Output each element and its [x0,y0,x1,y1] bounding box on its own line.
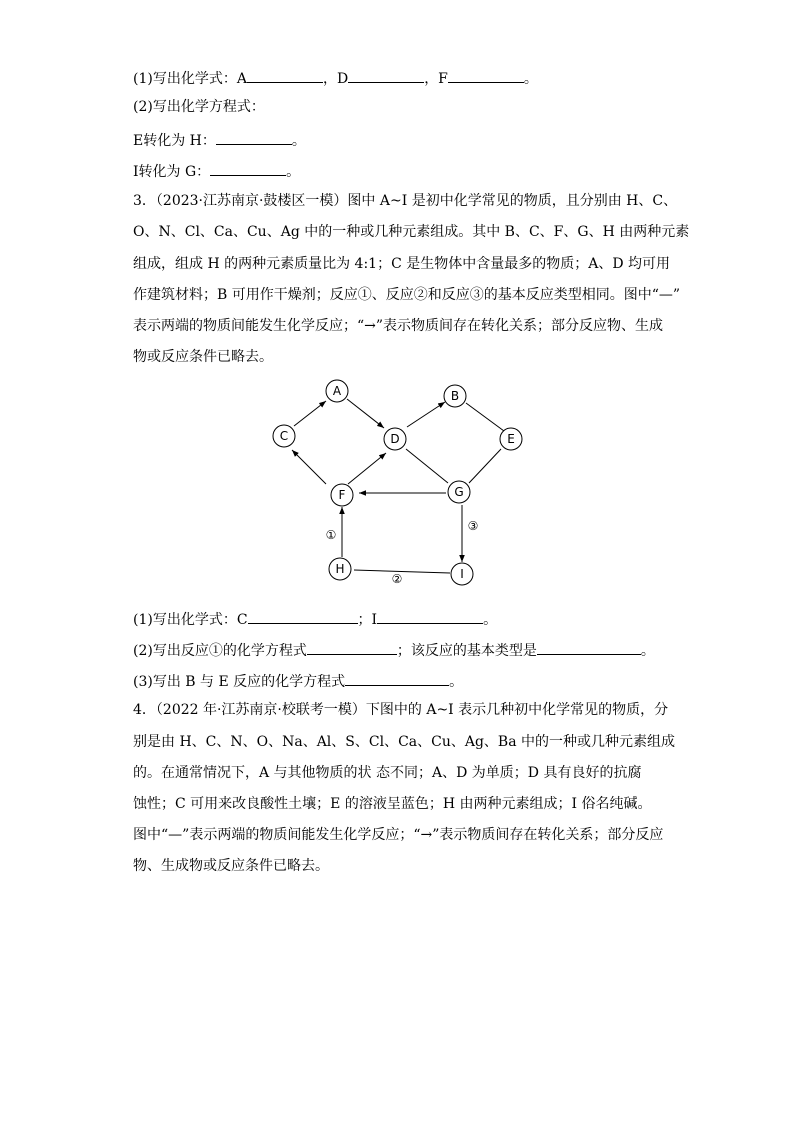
reaction-label-2: ② [391,572,403,586]
reaction-diagram [260,376,530,596]
link-e-g [469,449,501,483]
q4-line-5: 图中“—”表示两端的物质间能发生化学反应；“→”表示物质间存在转化关系；部分反应 [133,827,664,843]
q2-sub1 [133,68,538,87]
q2-sub2: (2)写出化学方程式： [133,99,265,115]
arrow-a-to-d [347,399,384,428]
q4-line-2: 别是由 H、C、N、O、Na、Al、S、Cl、Ca、Cu、Ag、Ba 中的一种或几种元素组成 [133,734,676,750]
arrow-c-to-a [294,401,326,426]
reaction-label-3: ③ [467,519,479,533]
node-label-h: H [335,562,345,576]
answer-blank-i[interactable] [377,609,483,624]
node-label-a: A [332,384,342,398]
node-label-i: I [460,567,464,581]
arrow-f-to-c [292,450,326,484]
q3-line-3: 组成，组成 H 的两种元素质量比为 4:1；C 是生物体中含量最多的物质；A、D 均可用 [133,256,671,272]
q3-sub1 [133,609,497,628]
q3-sub3-end: 。 [449,674,464,690]
q3-line-6: 物或反应条件已略去。 [133,349,273,365]
q3-sub3-label: (3)写出 B 与 E 反应的化学方程式 [133,674,346,690]
q2-sub1-sep1: ，D [322,71,349,87]
q3-sub2-mid: ；该反应的基本类型是 [396,643,537,659]
q2-sub1-sep2: ，F [424,71,448,87]
q2-eh-label: E转化为 H： [133,133,216,149]
q4-line-4: 蚀性；C 可用来改良酸性土壤；E 的溶液呈蓝色；H 由两种元素组成；I 俗名纯碱。 [133,796,652,812]
link-b-e [466,403,504,431]
answer-blank-equation-1[interactable] [307,640,397,655]
arrow-d-to-b [407,402,445,427]
q3-sub1-end: 。 [483,612,498,628]
answer-blank-d[interactable] [348,68,424,83]
q3-line-1: 3．（2023·江苏南京·鼓楼区一模）图中 A~I 是初中化学常见的物质，且分别由 H、C、 [133,193,678,209]
answer-blank-f[interactable] [448,68,524,83]
q3-line-4: 作建筑材料；B 可用作干燥剂；反应①、反应②和反应③的基本反应类型相同。图中“—” [133,287,681,303]
q3-line-5: 表示两端的物质间能发生化学反应；“→”表示物质间存在转化关系；部分反应物、生成 [133,318,664,334]
q2-e-to-h [133,130,306,149]
node-label-g: G [454,485,464,499]
node-label-b: B [450,389,460,403]
q3-sub2-end: 。 [640,643,655,659]
node-label-c: C [279,429,289,443]
link-d-g [406,449,448,483]
arrow-f-to-d [348,453,386,484]
q3-sub1-sep: ；I [357,612,378,628]
answer-blank-eh[interactable] [216,130,292,145]
q3-sub2-label: (2)写出反应①的化学方程式 [133,643,307,659]
q3-sub1-label: (1)写出化学式：C [133,612,248,628]
answer-blank-reaction-type[interactable] [537,640,641,655]
answer-blank-b-e-equation[interactable] [345,671,449,686]
q4-line-6: 物、生成物或反应条件已略去。 [133,858,329,874]
node-label-f: F [338,488,346,502]
q3-sub2 [133,640,655,659]
q4-line-3: 的。在通常情况下，A 与其他物质的状 态不同；A、D 为单质；D 具有良好的抗腐 [133,765,642,781]
q3-line-2: O、N、Cl、Ca、Cu、Ag 中的一种或几种元素组成。其中 B、C、F、G、H 由两种元素 [133,224,690,240]
node-label-e: E [507,432,515,446]
q2-eh-end: 。 [291,133,306,149]
q3-sub3 [133,671,463,690]
answer-blank-a[interactable] [247,68,323,83]
q2-sub1-end: 。 [523,71,538,87]
answer-blank-ig[interactable] [210,161,286,176]
q2-sub1-label: (1)写出化学式：A [133,71,247,87]
q2-ig-end: 。 [286,164,301,180]
answer-blank-c[interactable] [248,609,358,624]
q2-i-to-g [133,161,300,180]
node-label-d: D [390,432,400,446]
q4-line-1: 4．（2022 年·江苏南京·校联考一模）下图中的 A~I 表示几种初中化学常见的物质，分 [133,702,669,718]
q2-ig-label: I转化为 G： [133,164,211,180]
reaction-label-1: ① [325,528,337,542]
